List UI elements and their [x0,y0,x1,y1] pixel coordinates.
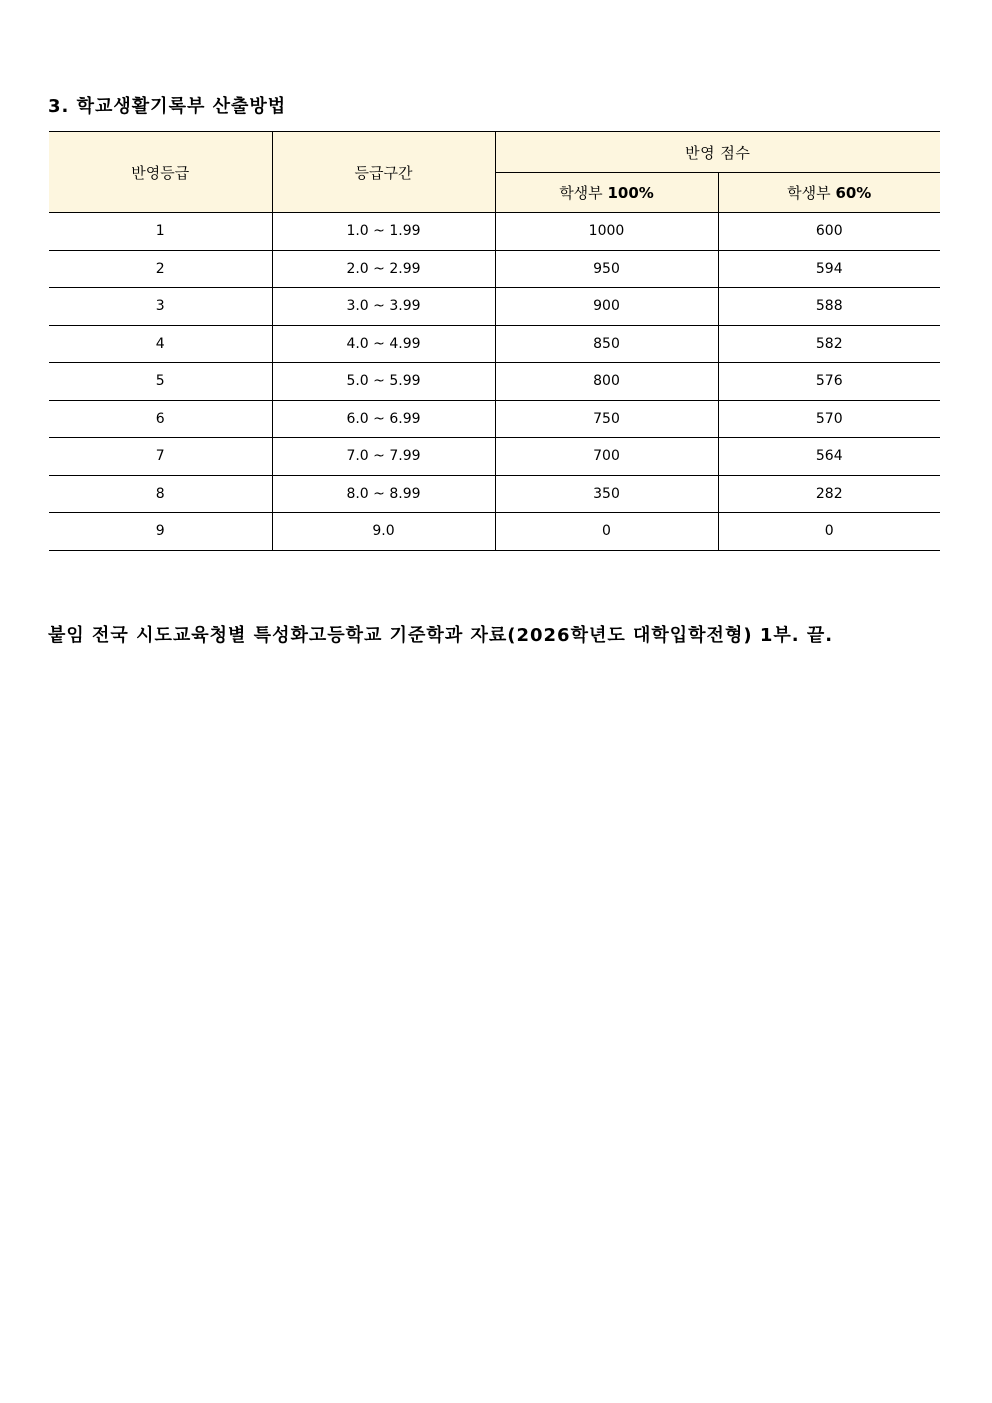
header-grade: 반영등급 [49,132,272,213]
cell-range: 4.0 ~ 4.99 [272,325,495,363]
cell-score-60: 564 [718,438,940,476]
header-score-100-pct: 100% [607,184,654,202]
cell-score-100: 850 [495,325,718,363]
cell-grade: 5 [49,363,272,401]
table-row [49,513,940,551]
cell-score-100: 950 [495,250,718,288]
cell-score-60: 0 [718,513,940,551]
cell-range: 6.0 ~ 6.99 [272,400,495,438]
table-row [49,438,940,476]
cell-range: 5.0 ~ 5.99 [272,363,495,401]
cell-score-100: 350 [495,475,718,513]
cell-grade: 8 [49,475,272,513]
cell-score-100: 0 [495,513,718,551]
cell-range: 9.0 [272,513,495,551]
section-title: 3. 학교생활기록부 산출방법 [48,96,287,117]
cell-score-100: 800 [495,363,718,401]
cell-grade: 3 [49,288,272,326]
table-row [49,213,940,251]
cell-score-60: 582 [718,325,940,363]
cell-grade: 9 [49,513,272,551]
header-score-60-pct: 60% [835,184,872,202]
table-row [49,363,940,401]
cell-range: 3.0 ~ 3.99 [272,288,495,326]
header-score-100 [495,173,718,213]
cell-score-60: 600 [718,213,940,251]
cell-score-60: 282 [718,475,940,513]
table-row [49,250,940,288]
cell-range: 7.0 ~ 7.99 [272,438,495,476]
header-score-100-label: 학생부 [559,184,603,202]
cell-score-60: 594 [718,250,940,288]
cell-range: 2.0 ~ 2.99 [272,250,495,288]
header-score-group: 반영 점수 [495,132,940,173]
header-score-60 [718,173,940,213]
cell-range: 8.0 ~ 8.99 [272,475,495,513]
cell-range: 1.0 ~ 1.99 [272,213,495,251]
header-score-60-label: 학생부 [787,184,831,202]
grade-score-table [49,131,940,551]
cell-grade: 7 [49,438,272,476]
cell-score-100: 700 [495,438,718,476]
cell-grade: 6 [49,400,272,438]
cell-score-100: 750 [495,400,718,438]
cell-grade: 2 [49,250,272,288]
cell-grade: 4 [49,325,272,363]
cell-score-100: 1000 [495,213,718,251]
cell-score-60: 588 [718,288,940,326]
header-range: 등급구간 [272,132,495,213]
table-row [49,400,940,438]
cell-score-100: 900 [495,288,718,326]
table-row [49,288,940,326]
cell-score-60: 576 [718,363,940,401]
cell-score-60: 570 [718,400,940,438]
cell-grade: 1 [49,213,272,251]
table-row [49,325,940,363]
attachment-note: 붙임 전국 시도교육청별 특성화고등학교 기준학과 자료(2026학년도 대학입학전형) 1부. 끝. [48,625,834,646]
table-row [49,475,940,513]
